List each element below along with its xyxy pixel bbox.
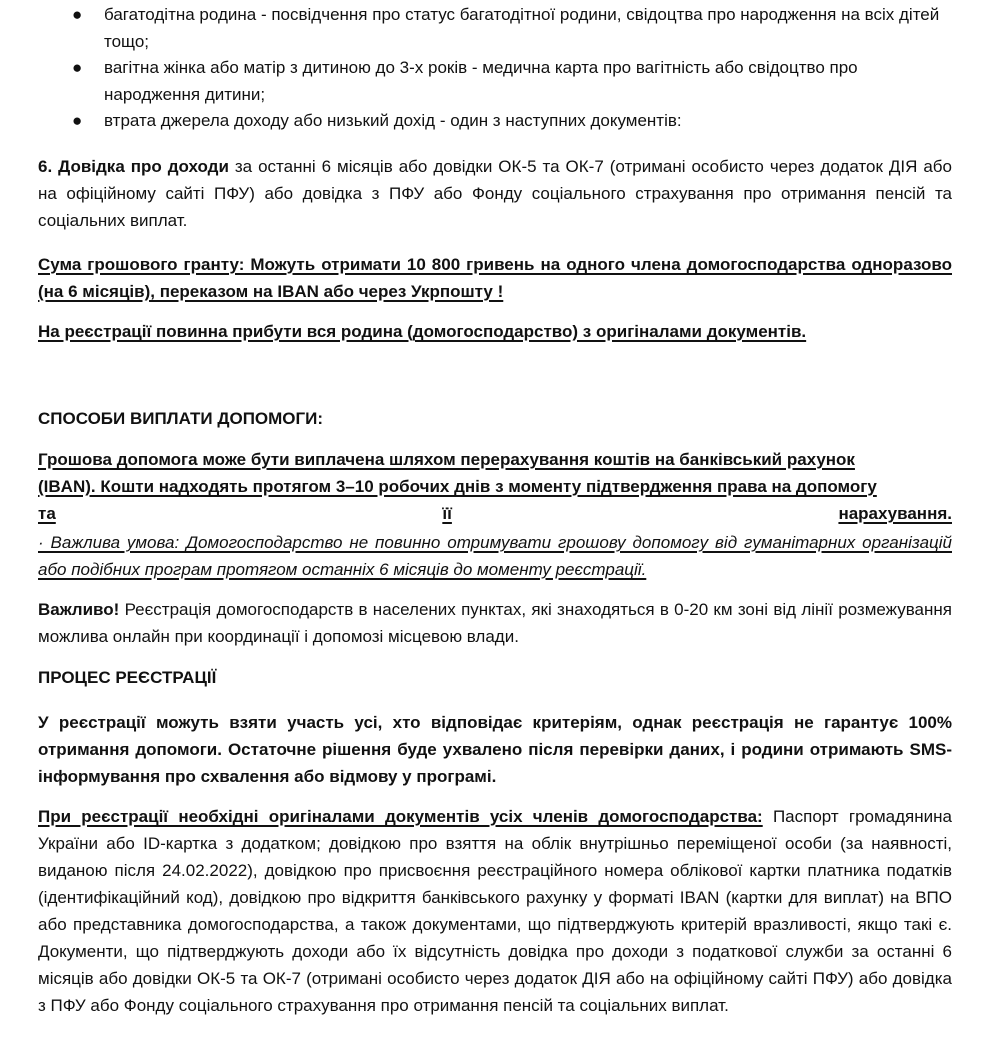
- payment-text: Грошова допомога може бути виплачена шляхом перерахування коштів на банківський рахунок (IBAN). Кошти надходять протягом 3–10 робочих днів з моменту підтвердження права на допомогу та її нарахування.: [38, 446, 952, 527]
- payment-line-3: та її нарахування.: [38, 504, 952, 523]
- documents-text: При реєстрації необхідні оригіналами документів усіх членів домогосподарства: Паспорт громадянина України або ID-картка з додатком; довідкою про взяття на облік внутрішньо переміщеної особи (за наявності, виданою після 24.02.2022), довідкою про присвоєння реєстраційного номера облікової картки платника податків (ідентифікаційний код), довідкою про відкриття банківського рахунку у форматі IBAN (картки для виплат) на ВПО або представника домогосподарства, а також документами, що підтверджують критерій вразливості, якщо такі є. Документи, що підтверджують доходи або їх відсутність довідка про доходи з податкової служби за останні 6 місяців або довідки ОК-5 та ОК-7 (отримані особисто через додаток ДІЯ або на офіційному сайті ПФУ) або довідка з ПФУ або Фонду соціального страхування про отримання пенсій та соціальних виплат.: [38, 807, 952, 1015]
- list-item: ● вагітна жінка або матір з дитиною до 3-х років - медична карта про вагітність або свідоцтво про народження дитини;: [0, 55, 1000, 108]
- criteria-list: [0, 2, 1000, 135]
- process-text: У реєстрації можуть взяти участь усі, хто відповідає критеріям, однак реєстрація не гарантує 100% отримання допомоги. Остаточне рішення буде ухвалено після перевірки даних, і родини отримають SMS-інформування про схвалення або відмову у програмі.: [38, 713, 952, 786]
- bullet-icon: ●: [72, 58, 83, 77]
- grant-amount: Сума грошового гранту: Можуть отримати 10 800 гривень на одного члена домогосподарства одноразово (на 6 місяців), переказом на IBAN або через Укрпошту !: [38, 255, 952, 301]
- income-certificate-item: 6. Довідка про доходи за останні 6 місяців або довідки ОК-5 та ОК-7 (отримані особисто через додаток ДІЯ або на офіційному сайті ПФУ) або довідка з ПФУ або Фонду соціального страхування про отримання пенсій та соціальних виплат.: [38, 157, 952, 230]
- list-item: ● багатодітна родина - посвідчення про статус багатодітної родини, свідоцтва про народження на всіх дітей тощо;: [0, 2, 1000, 55]
- list-item: ● втрата джерела доходу або низький дохід - один з наступних документів:: [0, 108, 1000, 135]
- important-condition: · Важлива умова: Домогосподарство не повинно отримувати грошову допомогу від гуманітарних організацій або подібних програм протягом останніх 6 місяців до моменту реєстрації.: [38, 533, 952, 579]
- important-note: Важливо! Реєстрація домогосподарств в населених пунктах, які знаходяться в 0-20 км зоні від лінії розмежування можлива онлайн при координації і допомозі місцевою влади.: [38, 600, 952, 646]
- bullet-icon: ●: [72, 111, 83, 130]
- family-note: На реєстрації повинна прибути вся родина (домогосподарство) з оригіналами документів.: [38, 322, 807, 341]
- payment-heading: СПОСОБИ ВИПЛАТИ ДОПОМОГИ:: [38, 409, 324, 428]
- bullet-icon: ●: [72, 5, 83, 24]
- process-heading: ПРОЦЕС РЕЄСТРАЦІЇ: [38, 668, 217, 687]
